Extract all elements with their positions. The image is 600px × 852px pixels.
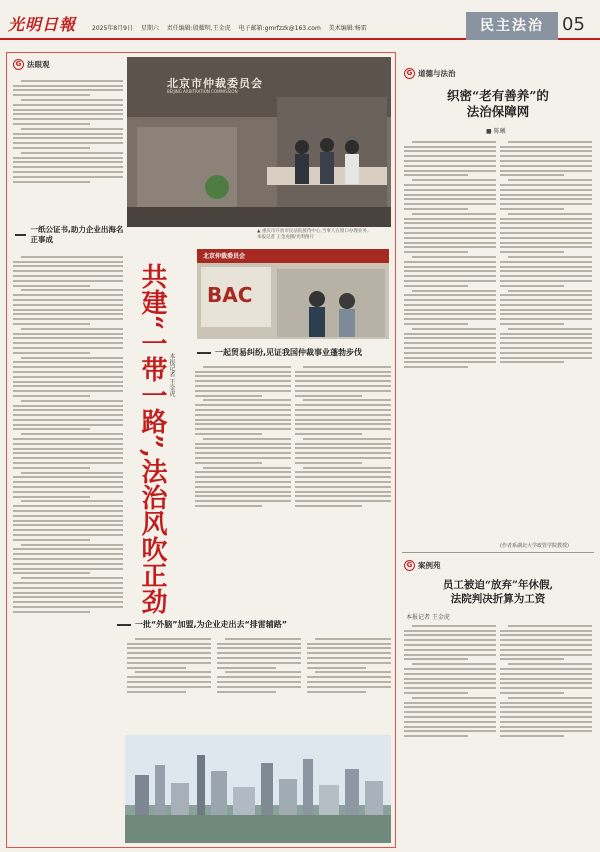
subhead-arbitration bbox=[197, 347, 362, 358]
arbitration-office-photo bbox=[197, 249, 389, 339]
column-g-icon-3: G bbox=[404, 560, 415, 571]
building-sign: 北京市仲裁委员会 bbox=[167, 77, 263, 90]
notary-body-text bbox=[13, 253, 123, 833]
case-body-col1 bbox=[404, 622, 496, 844]
newspaper-logo: 光明日報 bbox=[8, 15, 77, 34]
opinion-author-name: 陈曦 bbox=[493, 128, 506, 135]
feature-column-tag bbox=[13, 59, 50, 70]
arbitration-body-col2 bbox=[295, 363, 391, 613]
building-sign-en: BEIJING ARBITRATION COMMISSION bbox=[167, 89, 238, 94]
advisors-body-col1 bbox=[127, 635, 211, 731]
column-g-icon: G bbox=[13, 59, 24, 70]
issue-weekday: 星期六 bbox=[140, 25, 159, 32]
case-column-label: 案例苑 bbox=[418, 561, 441, 570]
case-headline-line2: 法院判决折算为工资 bbox=[450, 593, 546, 605]
responsible-editor: 责任编辑:殷耀明,王金虎 bbox=[166, 25, 231, 32]
case-byline: 本报记者 王金虎 bbox=[406, 614, 450, 621]
subhead-notary bbox=[15, 225, 125, 245]
opinion-author: ■ 陈曦 bbox=[486, 128, 506, 135]
subhead-notary-text: 一纸公证书,助力企业出海名正事成 bbox=[30, 225, 124, 244]
subhead-advisors bbox=[117, 619, 287, 630]
right-column-divider bbox=[402, 552, 594, 553]
subhead-bar-icon-2 bbox=[197, 352, 211, 354]
opinion-headline bbox=[402, 88, 594, 120]
top-photo-caption bbox=[257, 229, 393, 241]
opinion-headline-line1: 织密“老有善养”的 bbox=[447, 88, 549, 103]
feature-column-label: 法眼观 bbox=[27, 60, 50, 69]
feature-headline: 共建“一带一路”,法治风吹正劲 bbox=[137, 263, 167, 614]
page-number: 05 bbox=[562, 14, 585, 35]
section-title: 民主法治 bbox=[466, 12, 558, 40]
bac-logo: BAC bbox=[207, 283, 253, 307]
arbitration-body-col1 bbox=[195, 363, 291, 613]
art-editor: 美术编辑:杨雷 bbox=[328, 25, 367, 32]
opinion-body-col1 bbox=[404, 138, 496, 538]
subhead-advisors-text: 一批“外脑”加盟,为企业走出去“排雷辅路” bbox=[135, 620, 288, 629]
opinion-body-col2 bbox=[500, 138, 592, 538]
case-body-col2 bbox=[500, 622, 592, 844]
case-column-tag bbox=[404, 560, 441, 571]
intro-text-block bbox=[13, 77, 123, 215]
opinion-column-label: 道德与法治 bbox=[418, 69, 456, 78]
city-skyline-photo bbox=[125, 735, 391, 843]
contact-email: 电子邮箱:gmrfzzk@163.com bbox=[238, 25, 321, 32]
masthead-meta bbox=[92, 23, 373, 32]
court-lobby-photo bbox=[127, 57, 391, 227]
top-photo-caption-text: ▲ 重庆市开放市民法院接待中心,当事人在窗口办理业务。 bbox=[257, 229, 372, 234]
subhead-bar-icon-3 bbox=[117, 624, 131, 626]
opinion-column-tag bbox=[404, 68, 456, 79]
opinion-footnote: (作者系湖北大学政管学院教授) bbox=[500, 543, 569, 549]
opinion-headline-line2: 法治保障网 bbox=[466, 104, 530, 119]
right-column bbox=[402, 52, 594, 848]
subhead-arbitration-text: 一起贸易纠纷,见证我国仲裁事业蓬勃步伐 bbox=[215, 348, 363, 357]
issue-date: 2025年8月9日 bbox=[92, 25, 133, 32]
masthead bbox=[0, 0, 600, 40]
advisors-body-col3 bbox=[307, 635, 391, 731]
top-photo-credit: 本报记者 王金虎摄/光明图片 bbox=[257, 235, 314, 240]
feature-byline: 本报记者 王金虎 bbox=[168, 353, 175, 397]
feature-article-frame bbox=[6, 52, 396, 848]
city-skyline-illustration bbox=[125, 735, 391, 843]
column-g-icon-2: G bbox=[404, 68, 415, 79]
case-headline bbox=[402, 578, 594, 606]
subhead-bar-icon bbox=[15, 234, 26, 236]
advisors-body-col2 bbox=[217, 635, 301, 731]
case-headline-line1: 员工被迫“放弃”年休假, bbox=[442, 579, 554, 591]
side-photo-sign: 北京仲裁委员会 bbox=[203, 253, 246, 260]
